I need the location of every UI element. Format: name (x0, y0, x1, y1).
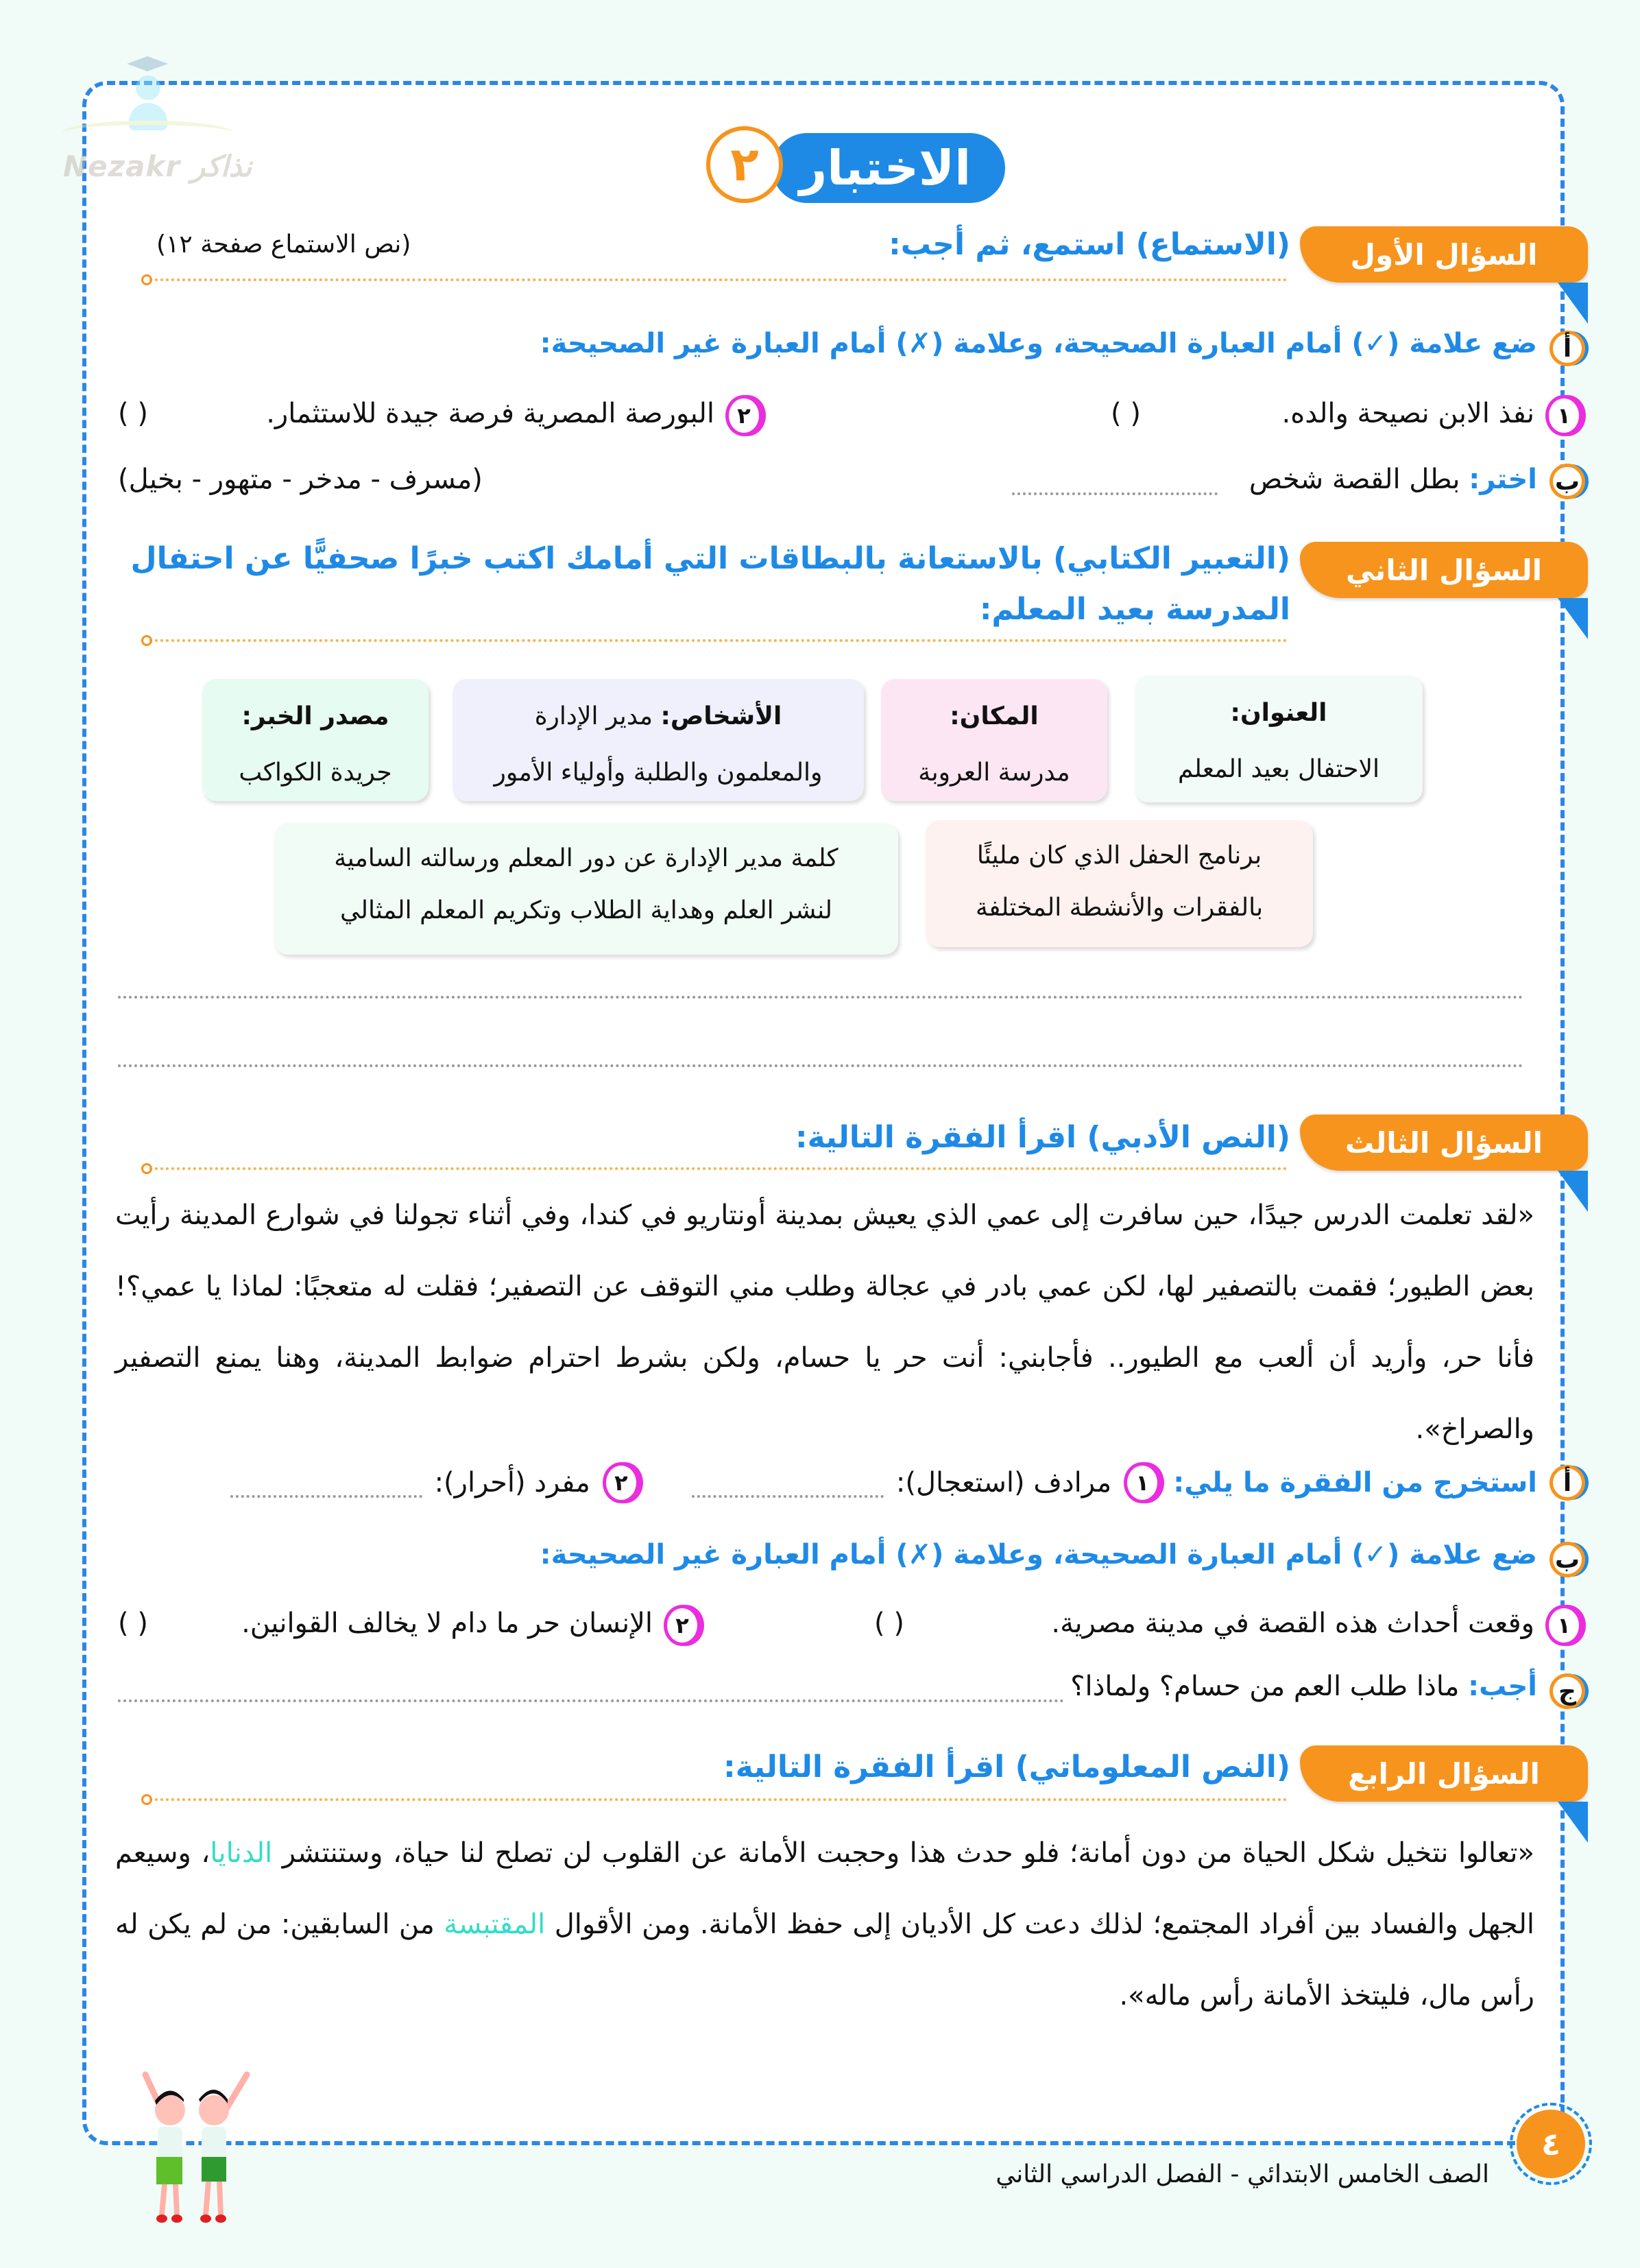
watermark-text: Nezakr نذاكر (63, 150, 252, 183)
item-number-1: ١ (1124, 1462, 1161, 1503)
item-number-2: ٢ (603, 1462, 640, 1503)
writing-line[interactable] (118, 1064, 1523, 1067)
card-value: والمعلمون والطلبة وأولياء الأمور (494, 759, 823, 787)
item-letter-b: ب (1549, 1542, 1585, 1577)
card-line: لنشر العلم وهداية الطلاب وتكريم المعلم المثالي (340, 896, 832, 924)
q4-paragraph (115, 1817, 1534, 2031)
info-card-program (926, 820, 1313, 947)
q1-title: (الاستماع) استمع، ثم أجب: (889, 227, 1290, 262)
card-label: مصدر الخبر: (241, 702, 389, 730)
section-divider (149, 278, 1288, 281)
section-divider (149, 1167, 1288, 1170)
paragraph-part: من السابقين: من لم يكن له رأس مال، فليتخذ الأمانة رأس ماله». (115, 1909, 1534, 2012)
answer-line[interactable] (1012, 492, 1218, 495)
card-value: مدرسة العروبة (918, 759, 1070, 787)
q4-title: (النص المعلوماتي) اقرأ الفقرة التالية: (723, 1750, 1290, 1784)
section-divider (149, 639, 1288, 642)
item-letter-c: ج (1549, 1673, 1585, 1709)
kid-left (145, 2075, 185, 2223)
page-number-badge: ٤ (1517, 2110, 1585, 2178)
q1-a-statement-2: البورصة المصرية فرصة جيدة للاستثمار. (266, 398, 714, 429)
book-icon (62, 121, 233, 145)
item-number-1: ١ (1545, 395, 1582, 436)
section-tab-q2: السؤال الثاني (1300, 542, 1588, 598)
card-value: الاحتفال بعيد المعلم (1177, 755, 1380, 783)
answer-line[interactable] (118, 1699, 1064, 1702)
answer-blank[interactable]: ( ) (118, 398, 148, 429)
q3-a-instruction: استخرج من الفقرة ما يلي: (1173, 1467, 1537, 1499)
info-card-source (202, 679, 429, 801)
listening-page-note: (نص الاستماع صفحة ١٢) (156, 230, 411, 259)
choose-label: اختر: (1469, 464, 1537, 495)
q2-title-line1: (التعبير الكتابي) بالاستعانة بالبطاقات التي أمامك اكتب خبرًا صحفيًّا عن احتفال (130, 541, 1290, 576)
q1-a-statement-1: نفذ الابن نصيحة والده. (1281, 398, 1534, 429)
item-number-2: ٢ (664, 1605, 701, 1646)
section-tab-q3: السؤال الثالث (1300, 1114, 1588, 1171)
item-letter-a: أ (1549, 1465, 1585, 1501)
nezakr-watermark-logo (55, 55, 252, 185)
answer-label: أجب: (1468, 1671, 1537, 1702)
answer-blank[interactable]: ( ) (118, 1608, 148, 1639)
item-letter-a: أ (1549, 331, 1585, 366)
tab-flag-decoration (1558, 598, 1588, 639)
q3-b-statement-1: وقعت أحداث هذه القصة في مدينة مصرية. (1051, 1608, 1534, 1639)
item-letter-b: ب (1549, 464, 1585, 499)
card-line: كلمة مدير الإدارة عن دور المعلم ورسالته السامية (334, 844, 839, 872)
info-card-title (1135, 676, 1423, 802)
item-number-2: ٢ (725, 395, 762, 436)
answer-blank[interactable]: ( ) (874, 1608, 904, 1639)
section-tab-q1: السؤال الأول (1300, 226, 1588, 283)
tab-flag-decoration (1558, 283, 1588, 324)
paragraph-part: ، وسيعم الجهل والفساد بين أفراد المجتمع؛ لذلك دعت كل الأديان إلى حفظ الأمانة. ومن الأقوال (115, 1837, 1534, 1940)
answer-line[interactable] (230, 1495, 422, 1498)
q3-a-item-2: مفرد (أحرار): (434, 1467, 590, 1499)
exam-title: الاختبار (772, 133, 1005, 203)
card-label: المكان: (950, 702, 1039, 730)
logo-head (136, 75, 160, 100)
graduation-cap-icon (127, 56, 168, 71)
q3-c-text: ماذا طلب العم من حسام؟ ولماذا؟ (1070, 1671, 1460, 1702)
highlighted-word: الدنايا (210, 1837, 273, 1869)
kid-right (199, 2075, 247, 2223)
q3-b-instruction: ضع علامة (✓) أمام العبارة الصحيحة، وعلامة (✗) أمام العبارة غير الصحيحة: (540, 1539, 1537, 1571)
q1-b-choices: (مسرف - مدخر - متهور - بخيل) (118, 464, 483, 495)
answer-line[interactable] (692, 1495, 884, 1498)
q2-title-line2: المدرسة بعيد المعلم: (979, 592, 1290, 627)
q3-b-statement-2: الإنسان حر ما دام لا يخالف القوانين. (241, 1608, 653, 1639)
section-tab-q4: السؤال الرابع (1300, 1745, 1588, 1802)
card-label: الأشخاص: (660, 702, 782, 730)
q3-c-question (1070, 1671, 1537, 1702)
q3-a-item-1: مرادف (استعجال): (895, 1467, 1112, 1499)
q3-paragraph: «لقد تعلمت الدرس جيدًا، حين سافرت إلى عمي الذي يعيش بمدينة أونتاريو في كندا، وفي أثناء تجولنا في شوارع المدينة رأيت بعض الطيور؛ فقمت بالتصفير لها، لكن عمي بادر في عجالة وطلب مني التوقف عن التصفير؛ فقلت له متعجبًا: لماذا يا عمي؟! فأنا حر، وأريد أن ألعب مع الطيور.. فأجابني: أنت حر يا حسام، ولكن بشرط احترام ضوابط المدينة، وهنا يمنع التصفير والصراخ». (115, 1199, 1534, 1445)
writing-line[interactable] (118, 996, 1523, 999)
info-card-speech (274, 823, 898, 955)
info-card-people (453, 679, 864, 801)
tab-flag-decoration (1558, 1802, 1588, 1843)
card-line: بالفقرات والأنشطة المختلفة (975, 894, 1264, 922)
card-value: جريدة الكواكب (239, 759, 392, 787)
tab-flag-decoration (1558, 1171, 1588, 1212)
q3-a-row (230, 1459, 1537, 1506)
card-label: العنوان: (1230, 699, 1327, 727)
item-number-1: ١ (1545, 1605, 1582, 1646)
card-line: برنامج الحفل الذي كان مليئًا (976, 841, 1262, 870)
cheering-kids-illustration (137, 2061, 274, 2225)
footer-grade-label: الصف الخامس الابتدائي - الفصل الدراسي الثاني (996, 2160, 1489, 2188)
q1-b-text: بطل القصة شخص (1249, 464, 1460, 495)
card-value-inline: مدير الإدارة (534, 702, 653, 730)
highlighted-word: المقتبسة (444, 1909, 546, 1940)
section-divider (149, 1798, 1288, 1801)
exam-number-badge: ٢ (706, 126, 783, 203)
info-card-place (881, 679, 1107, 801)
q3-title: (النص الأدبي) اقرأ الفقرة التالية: (795, 1120, 1290, 1155)
answer-blank[interactable]: ( ) (1111, 398, 1141, 429)
q1-b-question (1249, 464, 1537, 495)
q1-a-instruction: ضع علامة (✓) أمام العبارة الصحيحة، وعلامة (✗) أمام العبارة غير الصحيحة: (540, 328, 1537, 359)
paragraph-part: «تعالوا نتخيل شكل الحياة من دون أمانة؛ فلو حدث هذا وحجبت الأمانة عن القلوب لن تصلح لنا حياة، وستنتشر (272, 1837, 1534, 1869)
